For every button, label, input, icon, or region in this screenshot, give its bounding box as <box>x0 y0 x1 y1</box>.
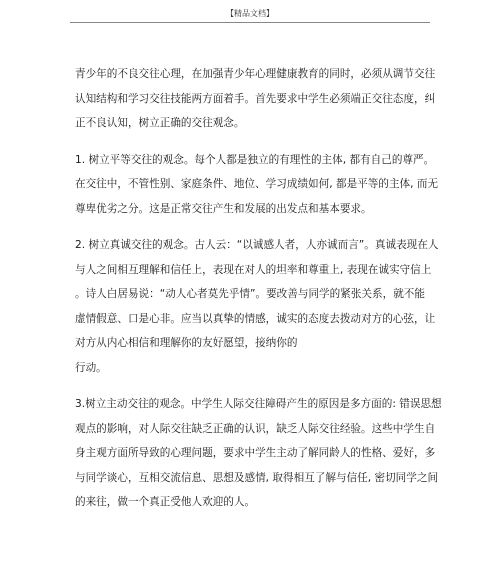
paragraph-line: 正不良认知，树立正确的交往观念。 <box>75 117 245 129</box>
paragraph-line: 身主观方面所导致的心理问题，要求中学生主动了解同龄人的性格、爱好，多 <box>75 447 436 459</box>
paragraph-line: 青少年的不良交往心理，在加强青少年心理健康教育的同时，必须从调节交往 <box>75 68 436 80</box>
paragraph-line: 2. 树立真诚交往的观念。古人云：“以诚感人者，人亦诚而言”。真诚表现在人 <box>75 239 439 251</box>
paragraph-line: 的来往，做一个真正受他人欢迎的人。 <box>75 496 256 508</box>
document-body <box>75 62 442 515</box>
paragraph-line: 虚情假意、口是心非。应当以真挚的情感，诚实的态度去拨动对方的心弦，让 <box>75 312 436 325</box>
paragraph-line: 3.树立主动交往的观念。中学生人际交往障碍产生的原因是多方面的: 错误思想 <box>75 398 442 410</box>
paragraph-line: 与同学谈心，互相交流信息、思想及感情, 取得相互了解与信任, 密切同学之间 <box>75 471 439 484</box>
paragraph-line: 行动。 <box>75 361 107 374</box>
paragraph-line: 与人之间相互理解和信任上，表现在对人的坦率和尊重上, 表现在诚实守信上 <box>75 263 432 276</box>
paragraph-line: 观点的影响，对人际交往缺乏正确的认识，缺乏人际交往经验。这些中学生自 <box>75 422 436 435</box>
paragraph-line: 。诗人白居易说：“动人心者莫先乎情”。要改善与同学的紧张关系，就不能 <box>75 288 425 300</box>
paragraph-initiative <box>75 392 442 515</box>
paragraph-line: 对方从内心相信和理解你的友好愿望，接纳你的 <box>75 337 298 349</box>
paragraph-sincerity <box>75 233 439 380</box>
header-divider <box>70 22 430 23</box>
paragraph-line: 1. 树立平等交往的观念。每个人都是独立的有理性的主体, 都有自己的尊严。 <box>75 153 435 166</box>
paragraph-line: 尊卑优劣之分。这是正常交往产生和发展的出发点和基本要求。 <box>75 202 372 215</box>
page-header: 【精品文档】 <box>226 9 274 18</box>
paragraph-line: 在交往中，不管性别、家庭条件、地位、学习成绩如何, 都是平等的主体, 而无 <box>75 178 439 190</box>
paragraph-line: 认知结构和学习交往技能两方面着手。首先要求中学生必须端正交往态度，纠 <box>75 92 436 105</box>
paragraph-equality <box>75 148 439 222</box>
paragraph-intro <box>75 62 435 136</box>
